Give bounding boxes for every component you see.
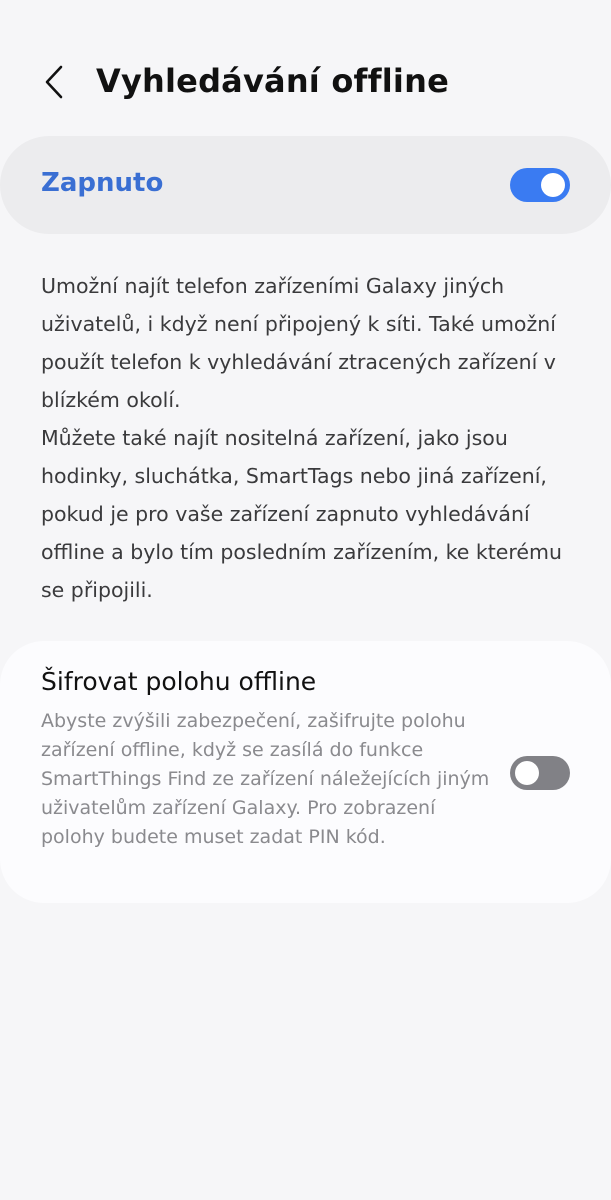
encrypt-location-setting[interactable] <box>0 641 611 903</box>
description-paragraph-2: Můžete také najít nositelná zařízení, jako jsou hodinky, sluchátka, SmartTags nebo jiná zařízení, pokud je pro vaše zařízení zapnuto vyhledávání offline a bylo tím posledním zařízením, ke kterému se připojili. <box>41 426 562 602</box>
master-switch-label: Zapnuto <box>41 168 164 198</box>
chevron-left-icon <box>42 64 66 100</box>
encrypt-location-toggle[interactable] <box>510 756 570 790</box>
master-toggle[interactable] <box>510 168 570 202</box>
toggle-knob <box>541 173 565 197</box>
setting-title: Šifrovat polohu offline <box>41 667 317 696</box>
app-bar <box>0 50 611 114</box>
setting-description: Abyste zvýšili zabezpečení, zašifrujte polohu zařízení offline, když se zasílá do funkce SmartThings Find ze zařízení náležejících jiným uživatelům zařízení Galaxy. Pro zobrazení polohy budete muset zadat PIN kód. <box>41 710 490 848</box>
page-title: Vyhledávání offline <box>96 62 449 100</box>
master-switch-bar[interactable] <box>0 136 611 234</box>
description-paragraph-1: Umožní najít telefon zařízeními Galaxy jiných uživatelů, i když není připojený k síti. Také umožní použít telefon k vyhledávání ztracených zařízení v blízkém okolí. <box>41 274 556 412</box>
toggle-knob <box>515 761 539 785</box>
feature-description <box>41 267 581 609</box>
back-button[interactable] <box>32 60 76 104</box>
